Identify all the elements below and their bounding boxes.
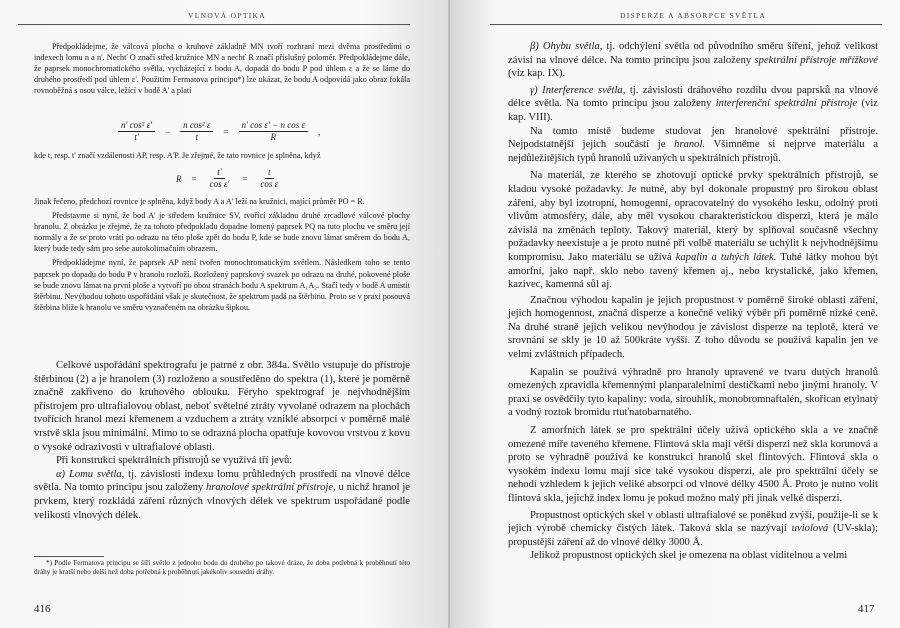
left-text-main bbox=[34, 359, 410, 522]
alpha-label: α) Lomu světla, bbox=[56, 468, 125, 480]
materials-emphasis: kapalin a tuhých látek. bbox=[675, 251, 777, 263]
uviol-emphasis: uviolová bbox=[791, 523, 829, 535]
beta-emphasis: spektrální přístroje mřížkové bbox=[754, 54, 878, 66]
right-page bbox=[450, 0, 900, 628]
beta-label: β) Ohybu světla, bbox=[530, 41, 603, 52]
alpha-text-a: tj. závislosti indexu lomu průhledných prostředí na vlnové délce světla. Na tomto principu jsou založeny bbox=[34, 468, 410, 494]
paragraph-alpha bbox=[34, 468, 410, 522]
paragraph-fermat-setup: Předpokládejme, že válcová plocha o kruhové základně MN tvoří rozhraní mezi dvěma prostředími o indexech lomu n a n'. Nechť O značí střed kružnice MN a nechť R značí příslušný poloměr. Předpokládejme dále, že paprsek monochromatického světla, vycházející z bodu A, dopadá do bodu P pod úhlem ε a že se láme do druhého prostředí pod úhlem ε'. Použitím Fermatova principu*) lze ukázat, že bodu A odpovídá jako obraz fokála rovnoběžná s osou válce, ležící v bodě A' a platí bbox=[34, 42, 410, 96]
eq2-den1: cos ε' bbox=[209, 179, 230, 189]
footnote-rule bbox=[34, 556, 104, 557]
paragraph-fery-spectrograph: Celkové uspořádání spektrografu je patrné z obr. 384a. Světlo vstupuje do přístroje štěrbinou (2) a je hranolem (3) rozloženo a soustředěno do spektra (1), které je poměrně značně zakřiveno do kruhového oblouku. Féryho spektrograf je nejvhodnějším přístrojem pro ultrafialovou oblast, neboť světelné ztráty vyvolané odrazem na plochách tvořících hranol mezi křemenem a vzduchem a ztráty vzniklé absorpcí v poměrně malé vrstvě skla jsou minimální. Mimo to se odrazná plocha opatřuje kovovou vrstvou z kovu o vysoké odrazivosti v ultrafialové oblasti. bbox=[34, 360, 410, 453]
paragraph-polychromatic: Předpokládejme nyní, že paprsek AP není tvořen monochromatickým světlem. Následkem toho se tento paprsek po dopadu do bodu P v hranolu rozloží. Rozložený paprskový svazek po odrazu na druhé, pokovené ploše se bude znovu lámat na první ploše a vytvoří po obou stranách bodu A spektrum A₁A₂. Stačí tedy v bodě A umístit štěrbinu. Nevýhodou tohoto uspořádání však je skutečnost, že spektrum padá na štěrbinu. Proto se v praxi posouvá štěrbina blíže k hranolu ve směru vyznačeném na obrázku šipkou. bbox=[34, 258, 410, 312]
materials-text-a: Na materiál, ze kterého se zhotovují optické prvky spektrálních přístrojů, se kladou vysoké požadavky. Je nutné, aby byl dokonale propustný pro širokou oblast záření, aby byl izotropní, homogenní, opracovatelný do vysokého lesku, odolný proti vlivům atmosféry, dále, aby měl vysokou charakteristickou disperzi, která je málo závislá na změnách teploty. Takový materiál, který by splňoval současně všechny požadavky neexistuje a je proto nutné při volbě materiálu se uchýlit k nejvhodnějšímu kompromisu. Jako materiálu se užívá bbox=[508, 170, 878, 263]
eq1-den3: R bbox=[270, 132, 276, 142]
alpha-emphasis: hranolové spektrální přístroje, bbox=[206, 482, 336, 494]
eq1-den2: t bbox=[195, 132, 199, 142]
prism-text-b: Všimněme si nejprve materiálu a nejdůležitějších typů hranolů užívaných u spektrálních přístrojů. bbox=[508, 139, 879, 164]
eq1-num1: n' cos² ε' bbox=[118, 120, 155, 132]
paragraph-beta bbox=[508, 40, 878, 81]
paragraph-liquid-prisms: Kapalin se používá výhradně pro hranoly upravené ve tvaru dutých hranolů omezených zpravidla křemennými planparalelními destičkami nebo jinými hranoly. V praxi se osvědčily tyto kapaliny: voda, sirouhlík, monobromnaftalén, skořican etylnatý a vodný roztok bromidu rtuťnatobarnatého. bbox=[508, 366, 878, 419]
gamma-text-b: (viz kap. VIII). bbox=[508, 98, 878, 123]
left-text-mid2 bbox=[34, 196, 410, 313]
paragraph-prism-intro bbox=[508, 125, 878, 166]
gamma-text-a: tj. závislosti dráhového rozdílu dvou paprsků na vlnové délce světla. Na tomto principu jsou založeny bbox=[508, 84, 878, 110]
eq2-num1: t' bbox=[214, 167, 224, 179]
left-text-upper bbox=[34, 41, 410, 96]
uviol-text-b: (UV-skla); propustější záření až do vlnové délky 3000 Å. bbox=[508, 523, 878, 548]
gamma-label: γ) Interference světla, bbox=[530, 84, 626, 96]
eq1-num3: n' cos ε' − n cos ε bbox=[239, 120, 309, 132]
right-running-head: DISPERZE A ABSORPCE SVĚTLA bbox=[620, 11, 767, 20]
equation-1: $\frac{\text{n' cos² ε'}}{t'}$ − $\frac{\text{n cos² ε}}{t}$ = $\frac{\text{n' cos ε' − n cos ε}}{R}$ , bbox=[118, 120, 320, 143]
equation-2: R = $\frac{t'}{\text{cos ε'}}$ = $\frac{t}{\text{cos ε}}$ bbox=[176, 167, 281, 190]
right-page-number: 417 bbox=[858, 603, 875, 615]
right-head-rule bbox=[490, 24, 882, 25]
eq1-den1: t' bbox=[134, 132, 139, 142]
paragraph-materials bbox=[508, 169, 878, 291]
uviol-text-a: Propustnost optických skel v oblasti ultrafialové se poněkud zvýší, použije-li se k jejich výrobě chemicky čistých látek. Taková skla se nazývají bbox=[508, 509, 878, 535]
beta-text-a: tj. odchýlení světla od původního směru šíření, jehož velikost závisí na vlnové délce. Na tomto principu jsou založeny bbox=[508, 41, 879, 66]
paragraph-three-effects: Při konstrukci spektrálních přístrojů se využívá tří jevů: bbox=[56, 455, 293, 467]
footnote-block bbox=[34, 559, 410, 577]
prism-emphasis: hranol. bbox=[674, 139, 706, 151]
prism-text-a: Na tomto místě budeme studovat jen hranolové spektrální přístroje. Nejpodstatnější jejich součástí je bbox=[508, 125, 878, 151]
paragraph-gamma bbox=[508, 84, 878, 125]
paragraph-glasses: Z amorfních látek se pro spektrální účely užívá optického skla a ve značně omezené míře taveného křemene. Flintová skla mají větší disperzi než skla korunová a proto se výhradně používá ke konstrukci hranolů skel flintových. Flintová skla o vysokém indexu lomu mají sice také vysokou disperzi, ale pro spektrální účely se nehodí vzhledem k jejich veliké absorpci od vlnové délky 4500 Å. Proto je nutno volit flintová skla, jejichž index lomu je pokud možno malý při jinak velké disperzi. bbox=[508, 425, 878, 504]
paragraph-where: kde t, resp. t' značí vzdálenosti AP, resp. A'P. Je zřejmé, že tato rovnice je splněna, když bbox=[34, 151, 321, 160]
paragraph-transmission: Jelikož propustnost optických skel je omezena na oblast viditelnou a velmi bbox=[530, 550, 848, 562]
paragraph-liquids: Značnou výhodou kapalin je jejich propustnost v poměrně široké oblasti záření, jejich homogennost, značná disperze a konečně veliký výběr při poměrně nízké ceně. Na druhé straně jejich velikou nevýhodou je závislost disperze na teplotě, která ve srovnání se skly je 10 až 500kráte vyšší. Z toho důvodu se používá kapalin jen ve velmi zvláštních případech. bbox=[508, 294, 878, 361]
materials-text-b: Tuhé látky mohou být amorfní, jako např. sklo nebo tavený křemen aj., nebo krystalické, jako křemen, kazivec, kamenná sůl aj. bbox=[508, 251, 878, 291]
eq2-num2: t bbox=[265, 167, 274, 179]
alpha-text-b: u nichž hranol je prvkem, který rozkládá záření různých vlnových délek ve spektrum uspořádané podle velikosti vlnových délek. bbox=[34, 482, 410, 521]
footnote-fermat: *) Podle Fermatova principu se šíří světlo z jednoho bodu do druhého po takové dráze, že doba potřebná k proběhnutí této dráhy je kratší nebo delší než doba potřebná k proběhnutí jakékoliv sousední dráhy. bbox=[34, 559, 410, 577]
left-running-head: VLNOVÁ OPTIKA bbox=[188, 11, 266, 20]
paragraph-mirror-cylinder: Představme si nyní, že bod A' je středem kružnice SV, tvořící základnu druhé zrcadlové válcové plochy hranolu. Z obrázku je zřejmé, že za tohoto předpokladu dopadne lomený paprsek PQ na tuto plochu ve směru její normály a že se proto vrátí po odrazu na této ploše zpět do bodu P, kde se bude znovu lámat směrem do bodu A, který bude tedy sám pro sebe autokolimačním obrazem. bbox=[34, 211, 410, 254]
eq2-lhs: R bbox=[176, 173, 182, 184]
eq1-num2: n cos² ε bbox=[180, 120, 213, 132]
eq2-den2: cos ε bbox=[260, 179, 279, 189]
left-head-rule bbox=[18, 24, 410, 25]
paragraph-circle: Jinak řečeno, předchozí rovnice je splněna, když body A a A' leží na kružnici, mající průměr PO = R. bbox=[34, 197, 365, 206]
left-page-number: 416 bbox=[34, 603, 51, 615]
right-text bbox=[508, 40, 878, 563]
gamma-emphasis: interferenční spektrální přístroje bbox=[715, 98, 858, 110]
beta-text-b: (viz kap. IX). bbox=[508, 68, 566, 80]
left-text-mid1 bbox=[34, 150, 410, 161]
paragraph-uviol bbox=[508, 509, 878, 550]
